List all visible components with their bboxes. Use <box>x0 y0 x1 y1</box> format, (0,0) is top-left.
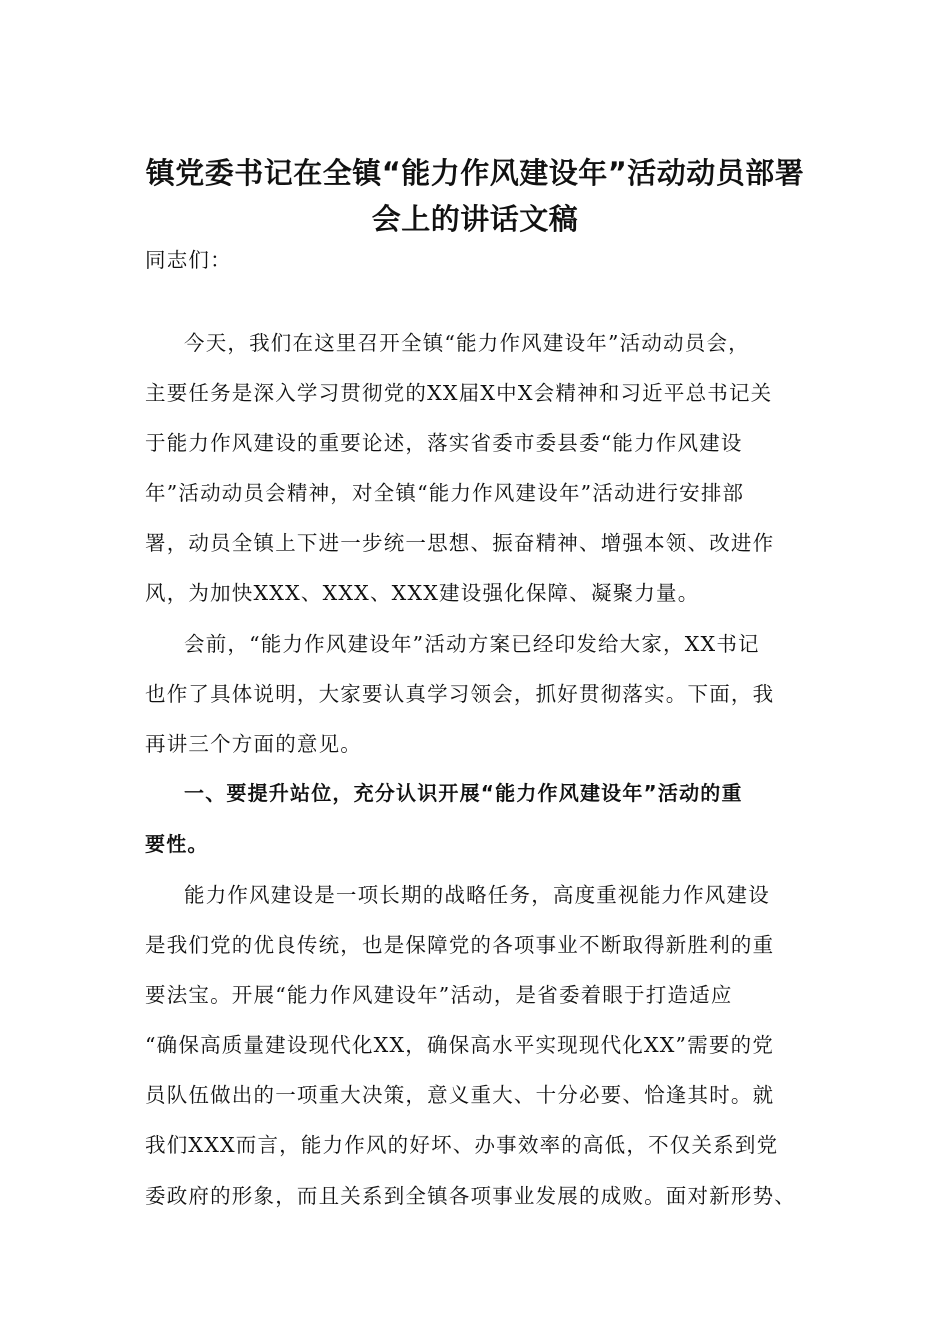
document-title <box>120 150 830 242</box>
paragraph-3-line: “确保高质量建设现代化XX，确保高水平实现现代化XX”需要的党 <box>145 1033 775 1057</box>
paragraph-2-line: 也作了具体说明，大家要认真学习领会，抓好贯彻落实。下面，我 <box>145 682 775 706</box>
paragraph-3-line: 要法宝。开展“能力作风建设年”活动，是省委着眼于打造适应 <box>145 983 733 1007</box>
paragraph-1-line: 今天，我们在这里召开全镇“能力作风建设年”活动动员会， <box>184 331 750 355</box>
title-line-2: 会上的讲话文稿 <box>371 202 579 236</box>
salutation: 同志们： <box>145 248 232 272</box>
paragraph-1-line: 署，动员全镇上下进一步统一思想、振奋精神、增强本领、改进作 <box>145 531 775 555</box>
title-line-1: 镇党委书记在全镇“能力作风建设年”活动动员部署 <box>145 156 805 190</box>
paragraph-1-line: 年”活动动员会精神，对全镇“能力作风建设年”活动进行安排部 <box>145 481 745 505</box>
paragraph-2-line: 再讲三个方面的意见。 <box>145 732 362 756</box>
paragraph-1-line: 主要任务是深入学习贯彻党的XX届X中X会精神和习近平总书记关 <box>145 381 773 405</box>
paragraph-3-line: 能力作风建设是一项长期的战略任务，高度重视能力作风建设 <box>184 883 770 907</box>
paragraph-3-line: 委政府的形象，而且关系到全镇各项事业发展的成败。面对新形势、 <box>145 1184 796 1208</box>
paragraph-3-line: 员队伍做出的一项重大决策，意义重大、十分必要、恰逢其时。就 <box>145 1083 775 1107</box>
paragraph-1-line: 风，为加快XXX、XXX、XXX建设强化保障、凝聚力量。 <box>145 581 700 605</box>
section-heading-1: 要性。 <box>145 832 209 856</box>
paragraph-3-line: 是我们党的优良传统，也是保障党的各项事业不断取得新胜利的重 <box>145 933 775 957</box>
paragraph-2-line: 会前，“能力作风建设年”活动方案已经印发给大家，XX书记 <box>184 632 760 656</box>
paragraph-1-line: 于能力作风建设的重要论述，落实省委市委县委“能力作风建设 <box>145 431 743 455</box>
section-heading-1: 一、要提升站位，充分认识开展“能力作风建设年”活动的重 <box>184 781 743 805</box>
paragraph-3-line: 我们XXX而言，能力作风的好坏、办事效率的高低，不仅关系到党 <box>145 1133 779 1157</box>
